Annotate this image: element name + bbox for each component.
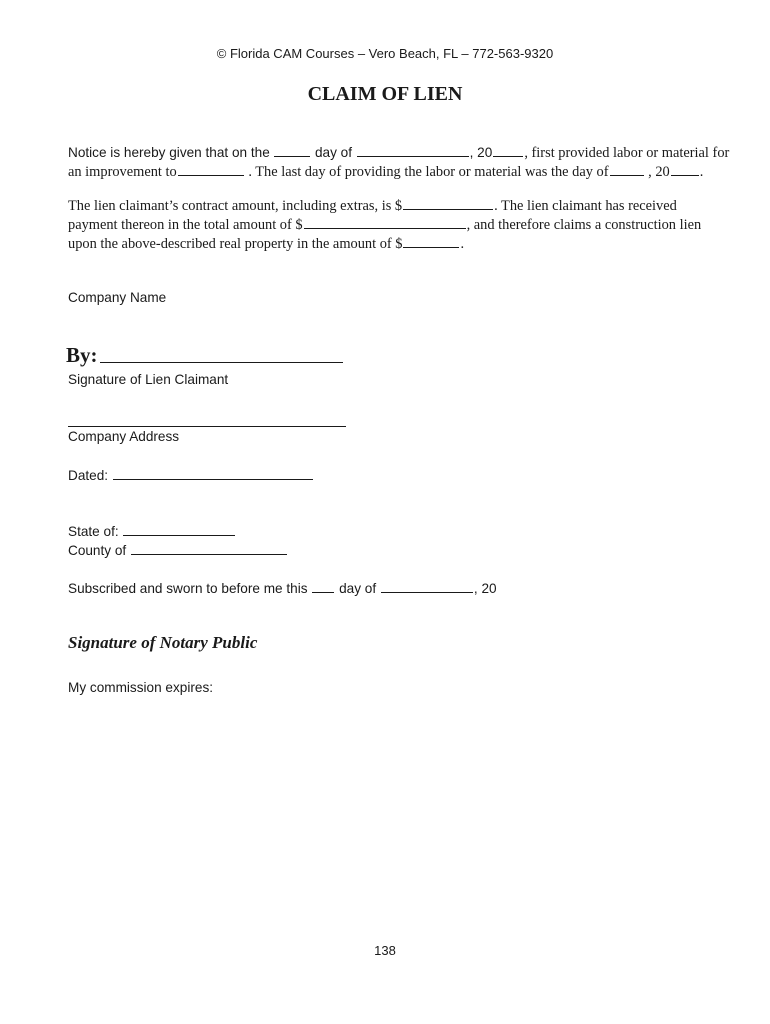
state-label: State of: [68,524,119,539]
sworn-row [68,580,497,596]
contract-text-3a: upon the above-described real property in the amount of $ [68,236,403,252]
company-name-label: Company Name [68,290,167,305]
county-blank[interactable] [131,542,287,555]
last-year-blank[interactable] [671,163,699,176]
notice-paragraph [68,143,768,182]
notice-text-5: an improvement to [68,164,177,180]
state-row [68,523,236,539]
notice-text-2: day of [314,145,353,160]
sworn-text-1: Subscribed and sworn to before me this [68,581,308,596]
contract-text-1a: The lien claimant’s contract amount, including extras, is $ [68,198,403,214]
contract-text-3b: . [460,236,465,252]
page-header: © Florida CAM Courses – Vero Beach, FL – 772-563-9320 [216,46,554,61]
state-blank[interactable] [123,523,235,536]
sworn-day-blank[interactable] [312,580,334,593]
notice-text-3: , 20 [469,145,493,160]
contract-text-2a: payment thereon in the total amount of $ [68,217,303,233]
lien-amount-blank[interactable] [403,235,459,248]
company-address-line[interactable] [68,426,346,427]
dated-label: Dated: [68,468,109,483]
commission-expires-label: My commission expires: [68,680,214,695]
contract-text-1b: . The lien claimant has received [494,198,677,214]
improvement-blank[interactable] [178,163,244,176]
document-title: CLAIM OF LIEN [307,83,463,105]
signature-label: Signature of Lien Claimant [68,372,229,387]
company-address-label: Company Address [68,429,180,444]
contract-paragraph [68,197,768,254]
sworn-month-blank[interactable] [381,580,473,593]
last-day-blank[interactable] [610,163,644,176]
month-blank[interactable] [357,144,469,157]
dated-blank[interactable] [113,467,313,480]
page-number: 138 [374,943,396,958]
notary-signature-label: Signature of Notary Public [68,633,258,652]
by-signature-line[interactable] [100,362,343,363]
notice-text-6: . The last day of providing the labor or material was the day of [248,164,609,180]
payment-amount-blank[interactable] [304,216,466,229]
county-label: County of [68,543,127,558]
dated-row [68,467,314,483]
year-blank[interactable] [493,144,523,157]
notice-text-7: , 20 [648,164,670,180]
notice-text-1: Notice is hereby given that on the [68,145,270,160]
by-label: By: [66,343,98,367]
contract-amount-blank[interactable] [403,197,493,210]
county-row [68,542,288,558]
notice-text-4: , first provided labor or material for [524,145,730,161]
day-blank[interactable] [274,144,310,157]
sworn-text-2: day of [339,581,377,596]
contract-text-2b: , and therefore claims a construction lien [466,217,702,233]
sworn-text-3: , 20 [473,581,497,596]
notice-text-8: . [699,164,704,180]
